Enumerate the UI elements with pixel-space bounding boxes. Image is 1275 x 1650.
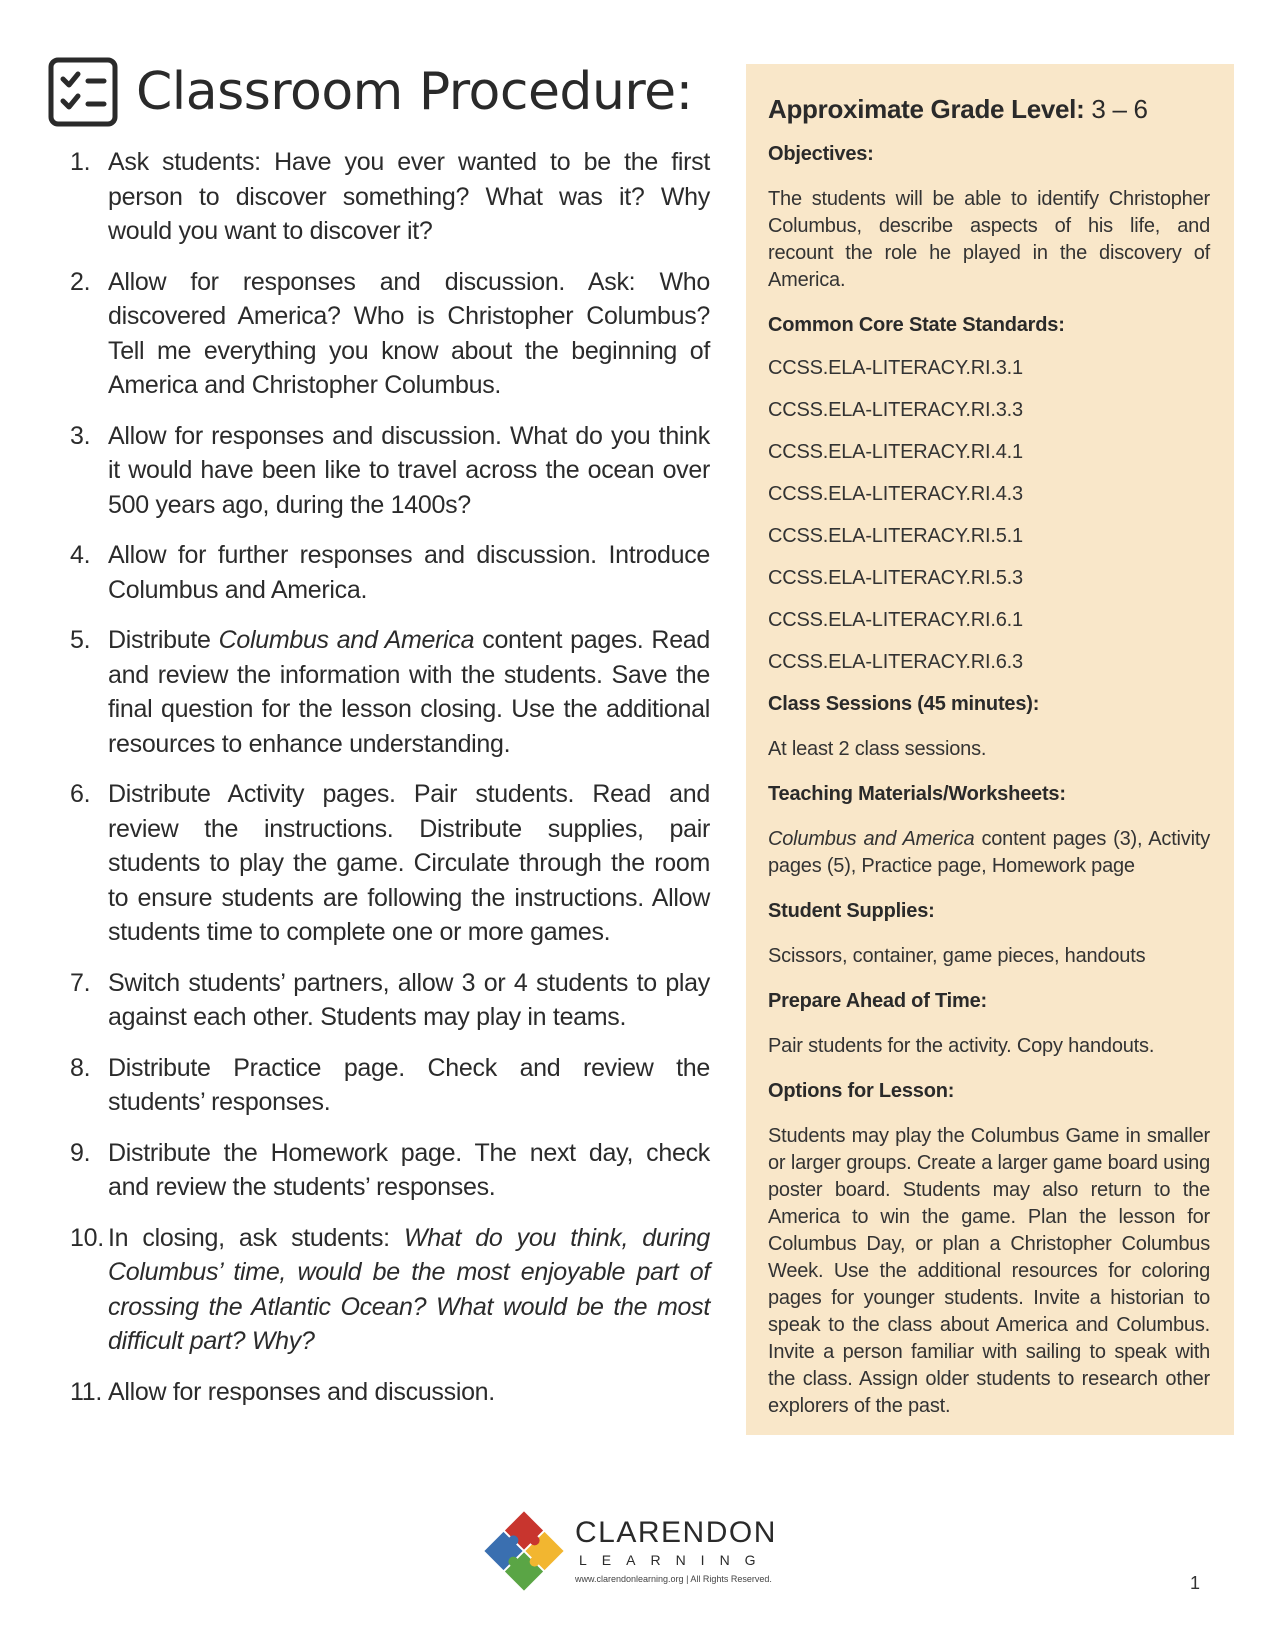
sessions-text: At least 2 class sessions. [768,738,987,760]
brand-url: www.clarendonlearning.org | All Rights Reserved. [575,1574,772,1584]
brand-name: CLARENDON [575,1516,777,1549]
step-number: 3. [70,421,91,450]
step-text [108,538,710,607]
grade-level-value: 3 – 6 [1084,94,1148,124]
procedure-step [70,1375,710,1410]
procedure-step [70,1051,710,1120]
step-number: 5. [70,626,91,654]
prepare-heading: Prepare Ahead of Time: [768,990,987,1012]
options-text: Students may play the Columbus Game in smaller or larger groups. Create a larger game board using poster board. Students may also return to the America to win the game. Plan the lesson for Columbus Day, or plan a Christopher Columbus Week. Use the additional resources for coloring pages for younger students. Invite a historian to speak to the class about America and Columbus. Invite a person familiar with sailing to speak with the class. Assign older students to research other explorers of the past. [768,1125,1210,1417]
step-text [108,1051,710,1120]
step-text-part: content pages. Read and review the information with the students. Save the final question for the lesson closing. Use the additional resources to enhance understanding. [108,626,710,758]
step-text [108,1375,710,1410]
procedure-step [70,777,710,950]
step-text-part: Allow for responses and discussion. Ask: Who discovered America? Who is Christopher Columbus? Tell me everything you know about the beginning of America and Christopher Columbus. [108,267,710,399]
lesson-info-sidebar [746,64,1234,1435]
puzzle-logo-icon [483,1510,565,1592]
page-number: 1 [1190,1573,1201,1593]
step-text-part: Allow for responses and discussion. What do you think it would have been like to travel across the ocean over 500 years ago, during the 1400s? [108,421,710,519]
materials-rest: content pages (3), Activity pages (5), Practice page, Homework page [768,828,1210,877]
step-number: 6. [70,780,91,808]
standard-code: CCSS.ELA-LITERACY.RI.3.3 [768,399,1023,421]
step-text-part: Distribute the Homework page. The next day, check and review the students’ responses. [108,1138,710,1201]
step-text [108,1136,710,1205]
brand-text [575,1518,777,1584]
step-number: 1. [70,148,91,176]
step-text-part: Switch students’ partners, allow 3 or 4 students to play against each other. Students may play in teams. [108,968,710,1031]
standards-heading: Common Core State Standards: [768,314,1065,336]
step-number: 4. [70,541,91,569]
step-number: 2. [70,267,91,296]
supplies-text: Scissors, container, game pieces, handouts [768,945,1146,967]
procedure-step [70,623,710,761]
options-heading: Options for Lesson: [768,1080,955,1102]
procedure-step [70,1136,710,1205]
procedure-step [70,265,710,403]
sessions-heading: Class Sessions (45 minutes): [768,693,1040,715]
step-text-italic: What do you think, during Columbus’ time, would be the most enjoyable part of crossing the Atlantic Ocean? What would be the most difficult part? Why? [108,1223,710,1355]
procedure-step [70,145,710,249]
grade-level-label: Approximate Grade Level: [768,94,1085,124]
supplies-heading: Student Supplies: [768,900,935,922]
standard-code: CCSS.ELA-LITERACY.RI.4.3 [768,483,1023,505]
step-text-part: Distribute Practice page. Check and review the students’ responses. [108,1053,710,1116]
step-number: 11. [70,1377,102,1406]
footer-brand [483,1510,777,1592]
standard-code: CCSS.ELA-LITERACY.RI.6.1 [768,609,1023,631]
step-text-part: Distribute [108,626,219,654]
step-text [108,777,710,950]
procedure-step [70,538,710,607]
step-number: 7. [70,968,91,997]
step-number: 10. [70,1223,104,1252]
step-text-part: Allow for further responses and discussion. Introduce Columbus and America. [108,541,710,604]
procedure-list [70,145,710,1425]
standard-code: CCSS.ELA-LITERACY.RI.5.1 [768,525,1023,547]
page-title: Classroom Procedure: [136,62,693,122]
objectives-text: The students will be able to identify Christopher Columbus, describe aspects of his life, and recount the role he played in the discovery of America. [768,188,1210,291]
step-text-part: In closing, ask students: [108,1223,404,1252]
step-text-italic: Columbus and America [218,626,475,654]
step-text [108,966,710,1035]
step-text-part: Allow for responses and discussion. [108,1377,495,1406]
page-header [48,52,693,132]
standards-list [768,357,1210,674]
step-text [108,1221,710,1359]
standard-code: CCSS.ELA-LITERACY.RI.4.1 [768,441,1023,463]
materials-italic: Columbus and America [768,828,975,850]
step-text-part: Ask students: Have you ever wanted to be the first person to discover something? What was it? Why would you want to discover it? [108,148,710,245]
step-text [108,419,710,523]
procedure-step [70,419,710,523]
prepare-text: Pair students for the activity. Copy handouts. [768,1035,1155,1057]
step-text [108,265,710,403]
step-number: 8. [70,1053,91,1082]
standard-code: CCSS.ELA-LITERACY.RI.6.3 [768,651,1023,673]
grade-level [768,94,1210,125]
step-text [108,623,710,761]
materials-text [768,826,1210,880]
materials-heading: Teaching Materials/Worksheets: [768,783,1066,805]
procedure-step [70,966,710,1035]
step-text-part: Distribute Activity pages. Pair students. Read and review the instructions. Distribute supplies, pair students to play the game. Circulate through the room to ensure students are following the instructions. Allow students time to complete one or more games. [108,780,710,946]
standard-code: CCSS.ELA-LITERACY.RI.5.3 [768,567,1023,589]
step-number: 9. [70,1138,91,1167]
standard-code: CCSS.ELA-LITERACY.RI.3.1 [768,357,1023,379]
objectives-heading: Objectives: [768,143,874,165]
checklist-icon [48,57,118,127]
brand-sub: LEARNING [579,1552,771,1568]
procedure-step [70,1221,710,1359]
step-text [108,145,710,249]
